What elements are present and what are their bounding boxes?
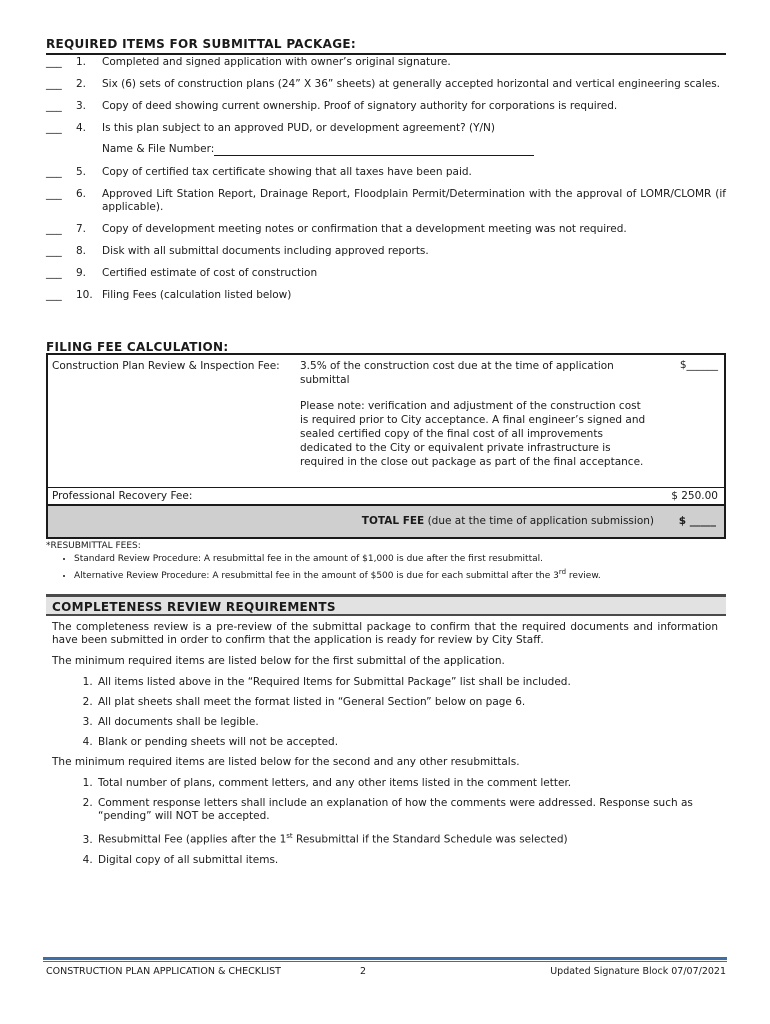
list-item: 2. All plat sheets shall meet the format listed in “General Section” below on page 6.	[96, 696, 718, 709]
item-number: 10.	[76, 289, 93, 301]
alt-review-suffix: review.	[566, 571, 601, 581]
total-fee-label	[362, 515, 654, 527]
table-row	[48, 488, 724, 506]
item-number: 7.	[76, 223, 87, 235]
checkbox-blank: ___	[46, 122, 62, 134]
fee-amount: $ 250.00	[671, 490, 718, 502]
fee-amount-blank[interactable]: $______	[679, 359, 718, 371]
required-items-list	[46, 56, 726, 311]
footer-rule-thin	[43, 961, 727, 962]
filing-fee-heading: FILING FEE CALCULATION:	[46, 340, 229, 354]
list-item: 1. All items listed above in the “Required Items for Submittal Package” list shall be included.	[96, 676, 718, 689]
item-text: Copy of development meeting notes or confirmation that a development meeting was not required.	[102, 223, 627, 235]
list-item	[46, 122, 726, 135]
list-item: 4. Blank or pending sheets will not be accepted.	[96, 736, 718, 749]
item-number: 6.	[76, 188, 87, 200]
list-item: 2. Comment response letters shall include an explanation of how the comments were addressed. Response such as “pending” will NOT be accepted.	[96, 797, 718, 823]
total-fee-suffix: (due at the time of application submission)	[427, 515, 654, 527]
ordinal-sup: rd	[558, 568, 567, 576]
second-submittal-lead: The minimum required items are listed below for the second and any other resubmittals.	[52, 756, 520, 768]
checkbox-blank: ___	[46, 245, 62, 257]
item-number: 9.	[76, 267, 87, 279]
total-fee-title: TOTAL FEE	[361, 515, 425, 527]
first-submittal-list	[52, 676, 718, 749]
list-item	[96, 830, 718, 847]
required-items-heading: REQUIRED ITEMS FOR SUBMITTAL PACKAGE:	[46, 37, 726, 55]
list-item: • Standard Review Procedure: A resubmittal fee in the amount of $1,000 is due after the first resubmittal.	[74, 553, 736, 566]
completeness-heading: COMPLETENESS REVIEW REQUIREMENTS	[46, 594, 726, 616]
item-number: 8.	[76, 245, 87, 257]
item-text: Certified estimate of cost of construction	[102, 267, 318, 279]
resubmittal-fee-suffix: Resubmittal if the Standard Schedule was selected)	[292, 833, 568, 846]
completeness-section	[52, 621, 718, 874]
name-file-label: Name & File Number:	[102, 143, 215, 155]
fee-label: Professional Recovery Fee:	[52, 490, 193, 502]
item-text: Completed and signed application with owner’s original signature.	[102, 56, 451, 68]
footer-rule	[43, 957, 727, 960]
checkbox-blank: ___	[46, 56, 62, 68]
list-item: 1. Total number of plans, comment letters, and any other items listed in the comment letter.	[96, 777, 718, 790]
item-text: Six (6) sets of construction plans (24” X 36” sheets) at generally accepted horizontal and vertical engineering scales.	[102, 78, 721, 90]
checkbox-blank: ___	[46, 188, 62, 200]
completeness-intro: The completeness review is a pre-review of the submittal package to confirm that the required documents and information have been submitted in order to confirm that the application is ready for review by City Staff.	[52, 621, 718, 646]
resubmittal-fees	[46, 540, 736, 583]
list-item	[46, 267, 726, 280]
footer-title: CONSTRUCTION PLAN APPLICATION & CHECKLIST	[46, 966, 281, 977]
checkbox-blank: ___	[46, 166, 62, 178]
checkbox-blank: ___	[46, 223, 62, 235]
item-text: Is this plan subject to an approved PUD, or development agreement? (Y/N)	[102, 122, 495, 134]
name-file-number-field[interactable]	[46, 143, 726, 156]
list-item: 3. All documents shall be legible.	[96, 716, 718, 729]
resubmittal-fee-text: Resubmittal Fee (applies after the 1	[98, 833, 287, 846]
resubmittal-heading: *RESUBMITTAL FEES:	[46, 541, 141, 551]
page-number: 2	[360, 966, 367, 977]
item-number: 3.	[76, 100, 87, 112]
second-submittal-list	[52, 777, 718, 867]
list-item	[46, 245, 726, 258]
list-item	[46, 223, 726, 236]
item-number: 4.	[76, 122, 87, 134]
item-text: Filing Fees (calculation listed below)	[102, 289, 292, 301]
filing-fee-table	[46, 353, 726, 539]
fee-note-text: Please note: verification and adjustment of the construction cost is required prior to City acceptance. A final engineer’s signed and sealed certified copy of the final cost of all improvements dedicated to the City or equivalent private infrastructure is required in the close out package as part of the final acceptance.	[300, 400, 646, 468]
fee-description	[300, 359, 650, 481]
fee-label: Construction Plan Review & Inspection Fee:	[52, 360, 280, 372]
list-item	[46, 78, 726, 91]
total-fee-amount-blank[interactable]: $ _____	[678, 515, 716, 527]
item-number: 1.	[76, 56, 87, 68]
ordinal-sup: st	[286, 832, 293, 840]
list-item	[74, 566, 736, 583]
list-item	[46, 166, 726, 179]
name-file-blank-line[interactable]	[214, 144, 534, 156]
list-item	[46, 289, 726, 302]
checkbox-blank: ___	[46, 267, 62, 279]
first-submittal-lead: The minimum required items are listed below for the first submittal of the application.	[52, 655, 505, 667]
list-item	[46, 188, 726, 214]
list-item	[46, 100, 726, 113]
checkbox-blank: ___	[46, 100, 62, 112]
item-text: Copy of deed showing current ownership. Proof of signatory authority for corporations is required.	[102, 100, 618, 112]
footer-revision: Updated Signature Block 07/07/2021	[550, 966, 726, 977]
fee-desc-text: 3.5% of the construction cost due at the time of application submittal	[300, 360, 614, 386]
resubmittal-list	[46, 553, 736, 583]
table-row	[48, 355, 724, 488]
total-fee-row	[48, 506, 724, 537]
checkbox-blank: ___	[46, 78, 62, 90]
item-number: 2.	[76, 78, 87, 90]
item-text: Approved Lift Station Report, Drainage Report, Floodplain Permit/Determination with the approval of LOMR/CLOMR (if applicable).	[102, 188, 726, 213]
item-number: 5.	[76, 166, 87, 178]
item-text: Copy of certified tax certificate showing that all taxes have been paid.	[102, 166, 472, 178]
alt-review-text: Alternative Review Procedure: A resubmittal fee in the amount of $500 is due for each submittal after the 3	[74, 571, 559, 581]
list-item	[46, 56, 726, 69]
checkbox-blank: ___	[46, 289, 62, 301]
list-item: 4. Digital copy of all submittal items.	[96, 854, 718, 867]
item-text: Disk with all submittal documents including approved reports.	[102, 245, 429, 257]
